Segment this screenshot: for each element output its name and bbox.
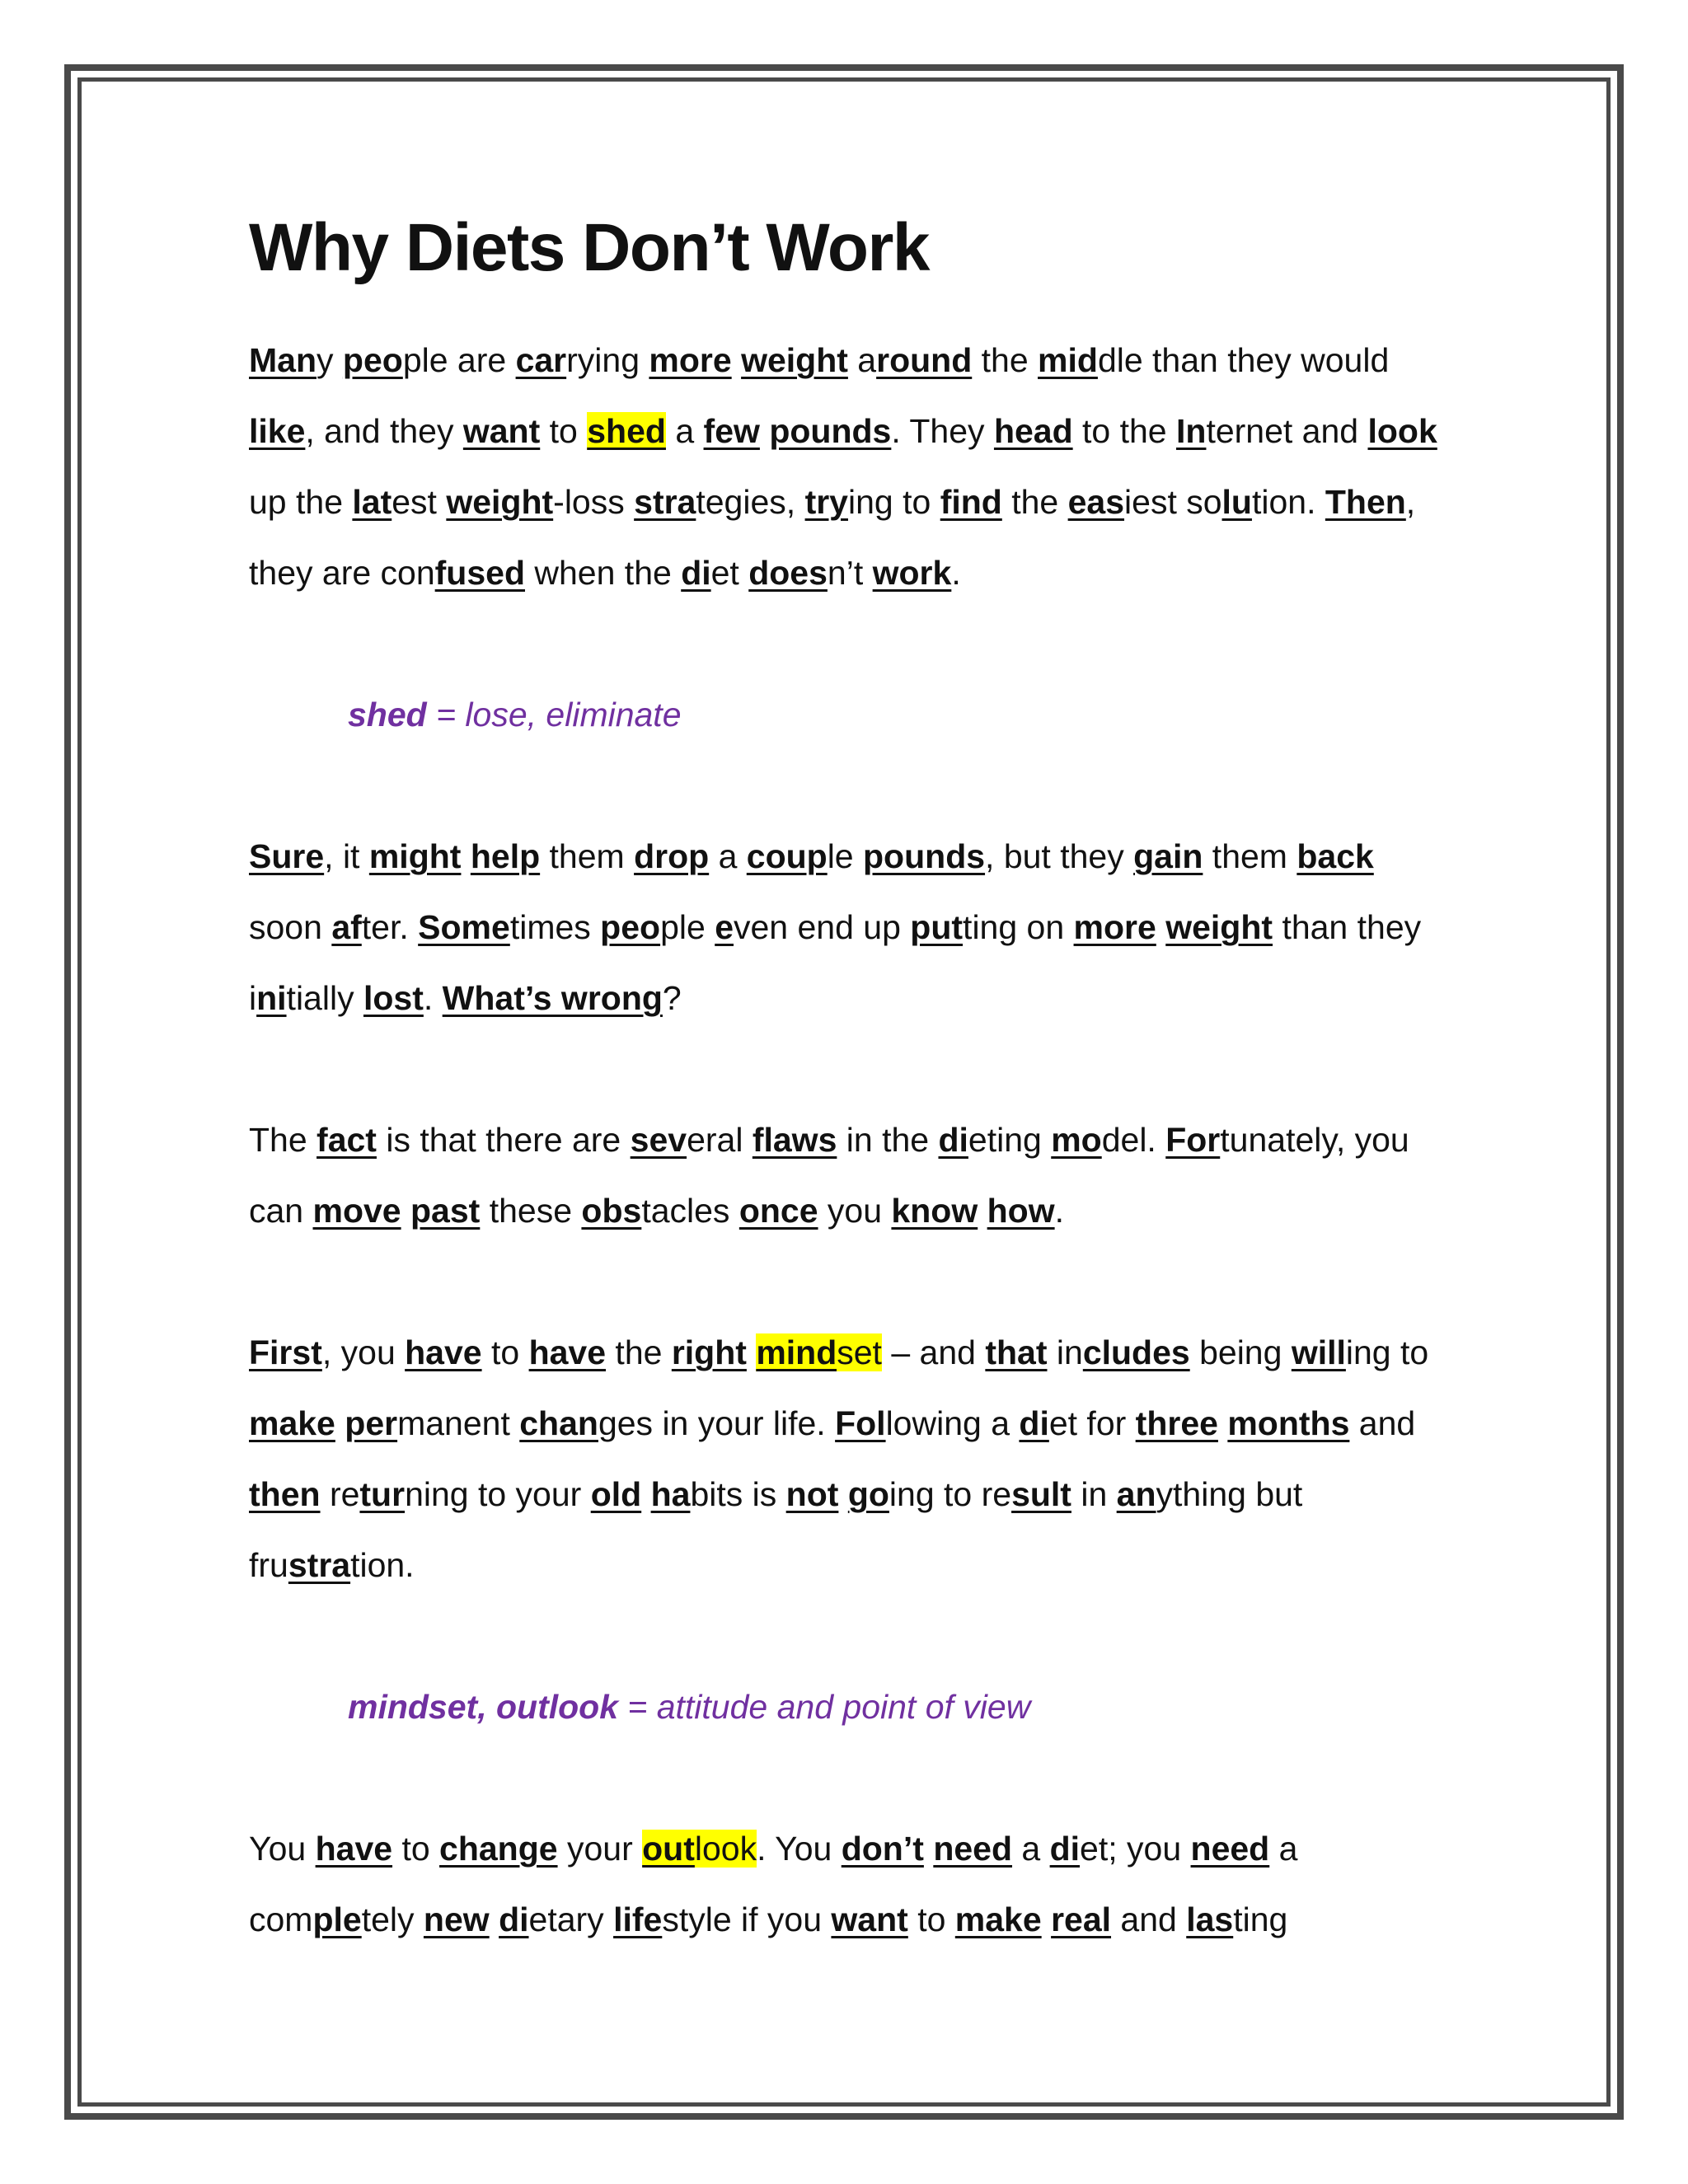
stressed-syllable: want [462, 412, 541, 450]
text-run: etary [528, 1900, 614, 1938]
stressed-syllable: lu [1221, 483, 1252, 521]
text-run: in the [837, 1121, 939, 1159]
stressed-syllable: di [938, 1121, 968, 1159]
stressed-syllable: fused [434, 554, 525, 592]
stressed-syllable: make [954, 1900, 1042, 1938]
stressed-syllable: lost [363, 979, 424, 1017]
stressed-syllable: need [933, 1830, 1013, 1868]
text-run: your [557, 1830, 643, 1868]
text-run [461, 837, 470, 875]
text-run [760, 412, 769, 450]
text-run: in [1047, 1333, 1083, 1371]
text-run: . [951, 554, 961, 592]
stressed-syllable: flaws [752, 1121, 837, 1159]
text-run: to [481, 1333, 529, 1371]
stressed-syllable: weight [741, 341, 848, 379]
text-run [490, 1900, 499, 1938]
stressed-syllable: don’t [841, 1830, 924, 1868]
stressed-syllable: back [1296, 837, 1374, 875]
stressed-syllable: weight [446, 483, 554, 521]
stressed-syllable: look [1367, 412, 1437, 450]
stressed-syllable: sev [630, 1121, 687, 1159]
paragraph-spacer [249, 1033, 1452, 1104]
text-run: tely [361, 1900, 424, 1938]
stressed-syllable: stra [288, 1546, 351, 1584]
stressed-syllable: right [671, 1333, 747, 1371]
stressed-syllable: coup [746, 837, 828, 875]
stressed-syllable: di [681, 554, 711, 592]
stressed-syllable: know [891, 1192, 978, 1230]
text-run: the [606, 1333, 672, 1371]
body-paragraph [249, 325, 1452, 608]
text-run: ing [1345, 1333, 1400, 1371]
stressed-syllable: chan [519, 1404, 598, 1442]
text-run: -loss [553, 483, 635, 521]
stressed-syllable: old [590, 1475, 642, 1513]
text-run: a [1012, 1830, 1050, 1868]
stressed-syllable: obs [581, 1192, 642, 1230]
stressed-syllable: how [987, 1192, 1055, 1230]
stressed-syllable: Sure [249, 837, 325, 875]
stressed-syllable: move [312, 1192, 401, 1230]
stressed-syllable: help [470, 837, 541, 875]
paragraph-spacer [249, 1601, 1452, 1671]
text-run [641, 1475, 650, 1513]
text-run: set [837, 1333, 882, 1371]
paragraph-spacer [249, 608, 1452, 679]
vocabulary-gloss [249, 1671, 1452, 1742]
text-run: fru [249, 1546, 288, 1584]
text-run [978, 1192, 987, 1230]
text-run: to the [1072, 412, 1177, 450]
text-run: a [665, 412, 704, 450]
stressed-syllable: af [331, 908, 362, 946]
text-run: rying [566, 341, 649, 379]
text-run: and [1358, 1404, 1416, 1442]
stressed-syllable: three [1135, 1404, 1218, 1442]
stressed-syllable: past [410, 1192, 481, 1230]
stressed-syllable: more [649, 341, 732, 379]
stressed-syllable: For [1165, 1121, 1221, 1159]
text-run: ing to re [889, 1475, 1012, 1513]
stressed-syllable: head [993, 412, 1073, 450]
text-run: a [1269, 1830, 1298, 1868]
text-run: a [709, 837, 747, 875]
text-run: ting on [963, 908, 1074, 946]
text-run: . You [757, 1830, 842, 1868]
stressed-syllable: have [528, 1333, 607, 1371]
stressed-syllable: Man [249, 341, 316, 379]
highlighted-vocabulary [587, 412, 666, 450]
text-run: them [540, 837, 635, 875]
highlighted-vocabulary [837, 1333, 882, 1371]
text-run: ning to your [405, 1475, 591, 1513]
text-run: bits is [690, 1475, 786, 1513]
body-paragraph [249, 821, 1452, 1033]
text-run: up the [249, 483, 353, 521]
text-run: , it [324, 837, 369, 875]
text-run: times [509, 908, 601, 946]
text-run: style if you [662, 1900, 832, 1938]
stressed-syllable: In [1176, 412, 1207, 450]
stressed-syllable: try [804, 483, 848, 521]
text-run: et for [1048, 1404, 1136, 1442]
stressed-syllable: fact [316, 1121, 377, 1159]
text-run: to [907, 1900, 955, 1938]
text-run: ting [1233, 1900, 1288, 1938]
text-run: ple [660, 908, 715, 946]
stressed-syllable: ha [650, 1475, 691, 1513]
text-run: in [1071, 1475, 1117, 1513]
text-run: ven end up [734, 908, 911, 946]
gloss-term: mindset, outlook [348, 1688, 618, 1726]
stressed-syllable: cludes [1082, 1333, 1190, 1371]
text-run [401, 1192, 410, 1230]
stressed-syllable: drop [634, 837, 710, 875]
text-run: , you [321, 1333, 406, 1371]
text-run: dle than they would [1097, 341, 1390, 379]
text-run: n’t [827, 554, 873, 592]
text-run: tion. [350, 1546, 415, 1584]
text-run: to [540, 412, 588, 450]
text-run: le [827, 837, 864, 875]
stressed-syllable: does [748, 554, 828, 592]
text-run: is that there are [376, 1121, 631, 1159]
stressed-syllable: like [249, 412, 306, 450]
gloss-term: shed [348, 696, 427, 733]
stressed-syllable: put [910, 908, 964, 946]
text-run: tunately, [1220, 1121, 1355, 1159]
text-run: tion. [1251, 483, 1325, 521]
text-run: you can [249, 1121, 1409, 1230]
stressed-syllable: las [1186, 1900, 1234, 1938]
stressed-syllable: di [1019, 1404, 1049, 1442]
text-run: the [1001, 483, 1068, 521]
stressed-syllable: e [715, 908, 734, 946]
stressed-syllable: life [613, 1900, 663, 1938]
stressed-syllable: Then [1325, 483, 1406, 521]
text-run: re [320, 1475, 360, 1513]
stressed-syllable: mind [756, 1333, 837, 1371]
text-run: ternet and [1206, 412, 1368, 450]
text-run: est [392, 483, 447, 521]
stressed-syllable: want [831, 1900, 908, 1938]
paragraph-spacer [249, 750, 1452, 821]
text-run: to [392, 1830, 440, 1868]
text-run: than [1273, 908, 1357, 946]
gloss-definition: = attitude and point of view [618, 1688, 1031, 1726]
text-run [838, 1475, 847, 1513]
text-run: et [710, 554, 749, 592]
text-run [335, 1404, 345, 1442]
article-body [249, 325, 1452, 1955]
stressed-syllable: eas [1067, 483, 1125, 521]
stressed-syllable: ni [256, 979, 287, 1017]
stressed-syllable: need [1190, 1830, 1270, 1868]
stressed-syllable: will [1291, 1333, 1346, 1371]
stressed-syllable: more [1073, 908, 1156, 946]
text-run: . [1054, 1192, 1065, 1230]
text-run: eting [968, 1121, 1052, 1159]
text-run: ? [662, 979, 682, 1017]
stressed-syllable: di [1049, 1830, 1081, 1868]
stressed-syllable: tur [359, 1475, 406, 1513]
stressed-syllable: have [315, 1830, 393, 1868]
text-run: and [1111, 1900, 1187, 1938]
text-run: you [818, 1192, 892, 1230]
highlighted-vocabulary [756, 1333, 837, 1371]
stressed-syllable: sult [1011, 1475, 1071, 1513]
highlighted-vocabulary [695, 1830, 757, 1868]
paragraph-spacer [249, 1742, 1452, 1813]
text-run: . They [891, 412, 994, 450]
stressed-syllable: an [1116, 1475, 1156, 1513]
stressed-syllable: months [1227, 1404, 1350, 1442]
text-run: tacles [641, 1192, 739, 1230]
stressed-syllable: have [405, 1333, 482, 1371]
stressed-syllable: ple [312, 1900, 362, 1938]
stressed-syllable: might [368, 837, 462, 875]
body-paragraph [249, 1813, 1452, 1955]
text-run: ter. [361, 908, 419, 946]
stressed-syllable: round [876, 341, 973, 379]
text-run: . [423, 979, 443, 1017]
text-run: del. [1101, 1121, 1166, 1159]
stressed-syllable: car [515, 341, 567, 379]
stressed-syllable: per [345, 1404, 398, 1442]
body-paragraph [249, 1104, 1452, 1246]
stressed-syllable: once [738, 1192, 818, 1230]
stressed-syllable: not [785, 1475, 839, 1513]
stressed-syllable: First [249, 1333, 322, 1371]
paragraph-spacer [249, 1246, 1452, 1317]
stressed-syllable: go [847, 1475, 889, 1513]
text-run: iest so [1124, 483, 1222, 521]
stressed-syllable: peo [600, 908, 661, 946]
text-run: a [847, 341, 877, 379]
text-run [1042, 1900, 1051, 1938]
stressed-syllable: lat [352, 483, 392, 521]
stressed-syllable: then [249, 1475, 321, 1513]
stressed-syllable: work [872, 554, 952, 592]
text-run [924, 1830, 933, 1868]
text-run [747, 1333, 756, 1371]
text-run [1156, 908, 1165, 946]
text-run: manent [397, 1404, 520, 1442]
text-run: y [316, 341, 343, 379]
stressed-syllable: out [642, 1830, 695, 1868]
stressed-syllable: gain [1133, 837, 1203, 875]
text-run [1218, 1404, 1227, 1442]
stressed-syllable: weight [1165, 908, 1273, 946]
gloss-definition: = lose, eliminate [426, 696, 682, 733]
text-run: when the [525, 554, 682, 592]
stressed-syllable: find [940, 483, 1002, 521]
text-run: ing to [847, 483, 940, 521]
stressed-syllable: make [249, 1404, 335, 1442]
stressed-syllable: peo [342, 341, 403, 379]
text-run: to [1400, 1333, 1429, 1371]
text-run: ges in your life. [598, 1404, 836, 1442]
text-run: ple are [402, 341, 516, 379]
text-run [732, 341, 741, 379]
text-run: , but they [985, 837, 1134, 875]
text-run: com [249, 1900, 313, 1938]
text-run: the [972, 341, 1039, 379]
text-run: You [249, 1830, 316, 1868]
vocabulary-gloss [249, 679, 1452, 750]
text-run: they i [249, 908, 1422, 1017]
text-run: being [1189, 1333, 1292, 1371]
text-run: these [480, 1192, 582, 1230]
page-title: Why Diets Don’t Work [249, 210, 929, 285]
text-run: lowing a [885, 1404, 1020, 1442]
stressed-syllable: change [439, 1830, 558, 1868]
stressed-syllable: di [499, 1900, 529, 1938]
text-run: them [1203, 837, 1297, 875]
stressed-syllable: mo [1051, 1121, 1102, 1159]
document-content [249, 198, 1452, 1955]
stressed-syllable: Fol [835, 1404, 886, 1442]
stressed-syllable: Some [418, 908, 510, 946]
text-run: The [249, 1121, 317, 1159]
stressed-syllable: pounds [769, 412, 892, 450]
text-run: et; you [1080, 1830, 1191, 1868]
text-run: , and they [305, 412, 463, 450]
text-run: tegies, [696, 483, 805, 521]
stressed-syllable: pounds [863, 837, 986, 875]
stressed-syllable: shed [587, 412, 666, 450]
text-run: soon [249, 908, 332, 946]
highlighted-vocabulary [642, 1830, 695, 1868]
stressed-syllable: few [703, 412, 760, 450]
text-run: tially [286, 979, 363, 1017]
stressed-syllable: real [1051, 1900, 1112, 1938]
text-run: ything but [1156, 1475, 1303, 1513]
text-run [1349, 1404, 1358, 1442]
stressed-syllable: What’s wrong [442, 979, 663, 1017]
text-run: look [694, 1830, 757, 1868]
body-paragraph [249, 1317, 1452, 1601]
text-run: eral [687, 1121, 753, 1159]
stressed-syllable: mid [1038, 341, 1098, 379]
stressed-syllable: new [423, 1900, 490, 1938]
stressed-syllable: that [985, 1333, 1048, 1371]
text-run: , they are con [249, 483, 1416, 592]
text-run: – and [881, 1333, 986, 1371]
stressed-syllable: stra [634, 483, 696, 521]
